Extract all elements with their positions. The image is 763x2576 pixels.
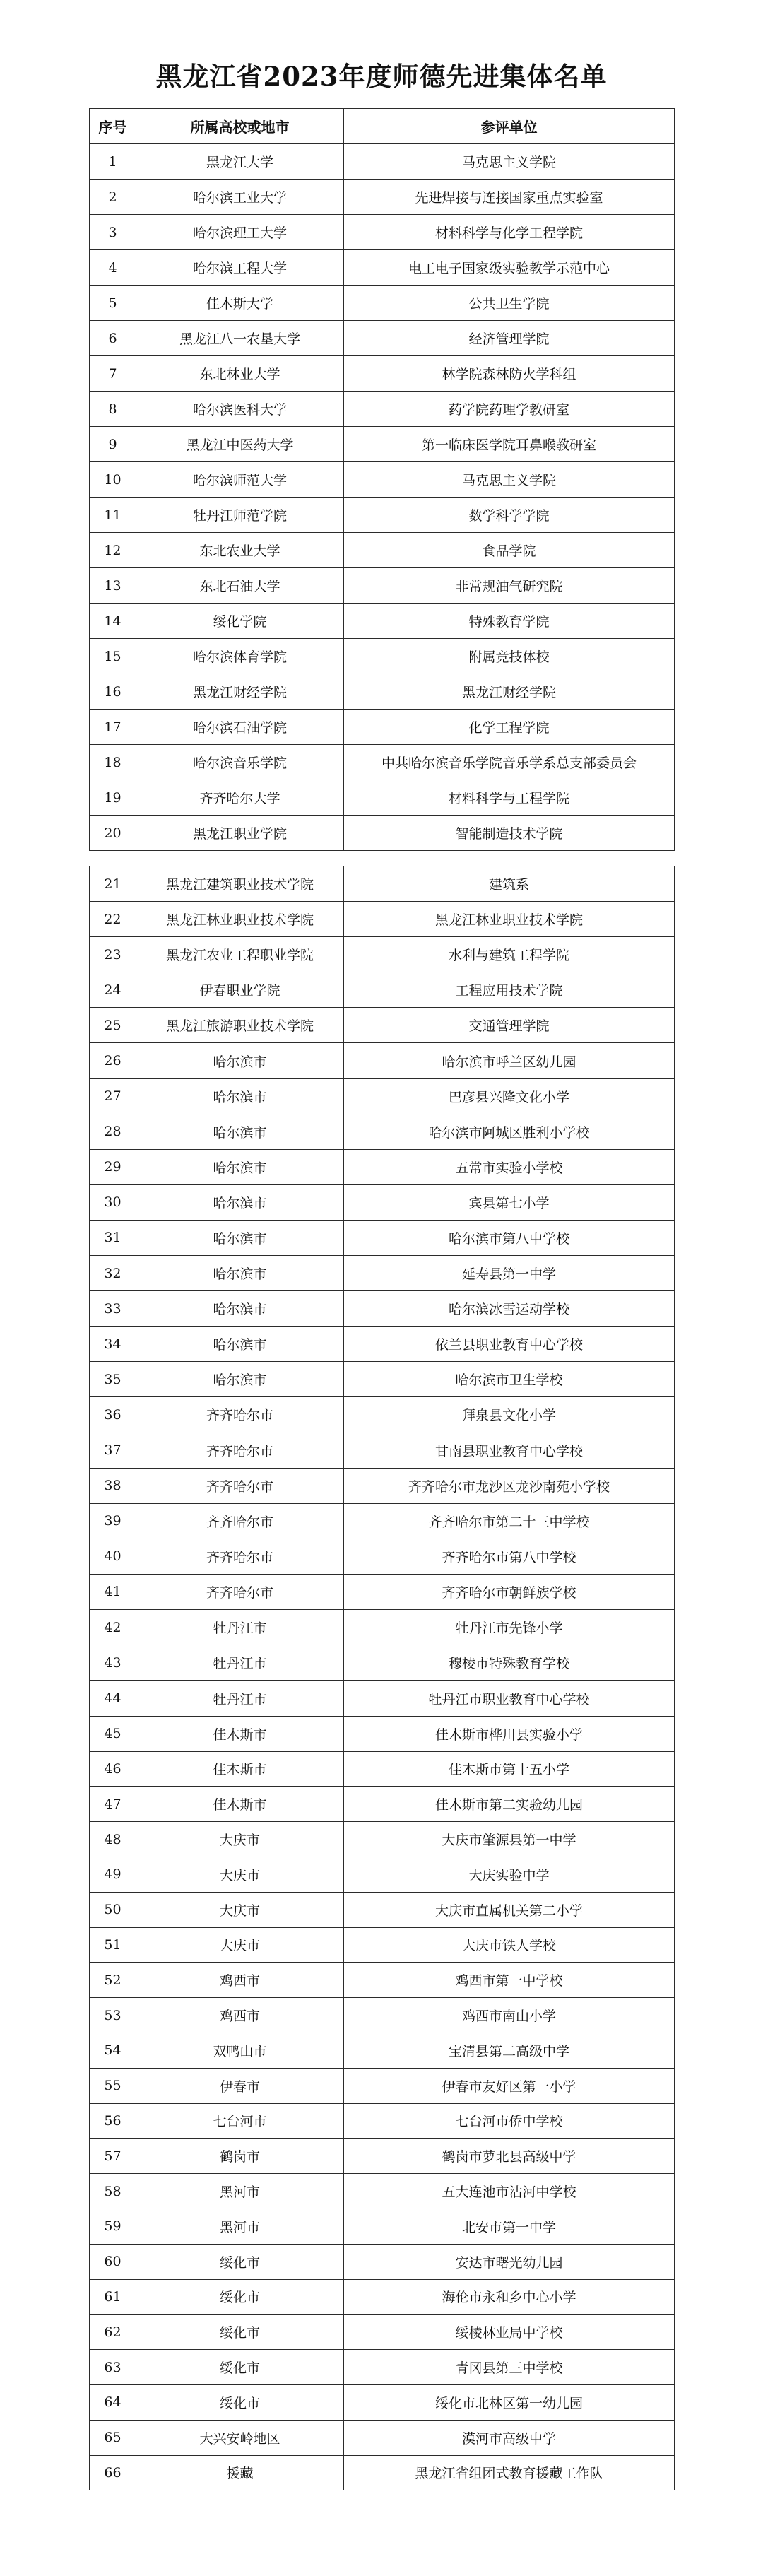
cell-number: 33 <box>90 1291 136 1327</box>
cell-unit: 佳木斯市桦川县实验小学 <box>344 1716 675 1751</box>
cell-number: 54 <box>90 2033 136 2068</box>
cell-school: 哈尔滨市 <box>136 1220 344 1255</box>
cell-unit: 智能制造技术学院 <box>344 816 675 851</box>
cell-number: 11 <box>90 498 136 533</box>
cell-school: 牡丹江市 <box>136 1681 344 1717</box>
table-row <box>90 250 675 286</box>
table-row <box>90 1008 675 1043</box>
cell-number: 64 <box>90 2384 136 2420</box>
cell-school: 鸡西市 <box>136 1998 344 2033</box>
cell-school: 大庆市 <box>136 1927 344 1963</box>
table-row <box>90 2244 675 2279</box>
table-row <box>90 2068 675 2103</box>
cell-number: 17 <box>90 710 136 745</box>
cell-unit: 齐齐哈尔市朝鲜族学校 <box>344 1574 675 1609</box>
cell-unit: 哈尔滨市呼兰区幼儿园 <box>344 1043 675 1078</box>
cell-number: 51 <box>90 1927 136 1963</box>
cell-unit: 大庆市肇源县第一中学 <box>344 1822 675 1857</box>
cell-number: 58 <box>90 2174 136 2209</box>
table-row <box>90 427 675 462</box>
table-row <box>90 1327 675 1362</box>
table-row <box>90 1220 675 1255</box>
cell-school: 大庆市 <box>136 1857 344 1892</box>
cell-school: 哈尔滨市 <box>136 1291 344 1327</box>
page-title: 黑龙江省2023年度师德先进集体名单 <box>155 61 608 92</box>
cell-school: 齐齐哈尔大学 <box>136 780 344 816</box>
cell-school: 哈尔滨工程大学 <box>136 250 344 286</box>
table-row <box>90 1114 675 1149</box>
cell-number: 36 <box>90 1397 136 1433</box>
cell-school: 哈尔滨市 <box>136 1327 344 1362</box>
table-row <box>90 2139 675 2174</box>
table-row <box>90 1468 675 1503</box>
table-row <box>90 1503 675 1539</box>
cell-number: 16 <box>90 674 136 710</box>
cell-unit: 大庆实验中学 <box>344 1857 675 1892</box>
table-row <box>90 816 675 851</box>
table-row <box>90 2174 675 2209</box>
cell-school: 大兴安岭地区 <box>136 2420 344 2455</box>
cell-school: 哈尔滨市 <box>136 1114 344 1149</box>
cell-number: 48 <box>90 1822 136 1857</box>
cell-school: 齐齐哈尔市 <box>136 1397 344 1433</box>
cell-unit: 甘南县职业教育中心学校 <box>344 1433 675 1468</box>
table-row <box>90 1362 675 1397</box>
cell-number: 47 <box>90 1787 136 1822</box>
cell-number: 23 <box>90 937 136 972</box>
table-row <box>90 1149 675 1184</box>
table-row <box>90 2033 675 2068</box>
cell-unit: 齐齐哈尔市龙沙区龙沙南苑小学校 <box>344 1468 675 1503</box>
table-row <box>90 2384 675 2420</box>
cell-unit: 化学工程学院 <box>344 710 675 745</box>
cell-school: 东北农业大学 <box>136 533 344 568</box>
cell-number: 56 <box>90 2103 136 2139</box>
table-row <box>90 144 675 180</box>
cell-unit: 黑龙江省组团式教育援藏工作队 <box>344 2455 675 2490</box>
table-row <box>90 1998 675 2033</box>
table-row <box>90 286 675 321</box>
cell-unit: 五大连池市沾河中学校 <box>344 2174 675 2209</box>
cell-unit: 五常市实验小学校 <box>344 1149 675 1184</box>
cell-unit: 鹤岗市萝北县高级中学 <box>344 2139 675 2174</box>
cell-school: 鸡西市 <box>136 1963 344 1998</box>
cell-school: 东北石油大学 <box>136 568 344 604</box>
table-row <box>90 639 675 674</box>
table-row <box>90 902 675 937</box>
table-row <box>90 2103 675 2139</box>
cell-school: 黑龙江旅游职业技术学院 <box>136 1008 344 1043</box>
cell-number: 24 <box>90 972 136 1008</box>
cell-unit: 绥棱林业局中学校 <box>344 2315 675 2350</box>
cell-school: 齐齐哈尔市 <box>136 1433 344 1468</box>
cell-school: 大庆市 <box>136 1822 344 1857</box>
cell-school: 哈尔滨医科大学 <box>136 392 344 427</box>
table-row <box>90 215 675 250</box>
cell-school: 黑龙江财经学院 <box>136 674 344 710</box>
cell-school: 哈尔滨师范大学 <box>136 462 344 498</box>
cell-school: 黑龙江中医药大学 <box>136 427 344 462</box>
table-row <box>90 1751 675 1787</box>
cell-unit: 黑龙江林业职业技术学院 <box>344 902 675 937</box>
cell-school: 绥化市 <box>136 2315 344 2350</box>
cell-unit: 大庆市直属机关第二小学 <box>344 1892 675 1927</box>
cell-number: 5 <box>90 286 136 321</box>
cell-number: 35 <box>90 1362 136 1397</box>
cell-number: 20 <box>90 816 136 851</box>
table-row <box>90 1574 675 1609</box>
cell-unit: 建筑系 <box>344 866 675 902</box>
cell-school: 绥化市 <box>136 2350 344 2385</box>
cell-number: 3 <box>90 215 136 250</box>
cell-unit: 工程应用技术学院 <box>344 972 675 1008</box>
table-row <box>90 604 675 639</box>
cell-number: 41 <box>90 1574 136 1609</box>
cell-school: 东北林业大学 <box>136 356 344 392</box>
table-row <box>90 180 675 215</box>
table-row <box>90 2455 675 2490</box>
cell-school: 黑河市 <box>136 2209 344 2244</box>
table-row <box>90 1256 675 1291</box>
cell-school: 黑龙江职业学院 <box>136 816 344 851</box>
cell-school: 绥化市 <box>136 2244 344 2279</box>
cell-number: 63 <box>90 2350 136 2385</box>
cell-unit: 海伦市永和乡中心小学 <box>344 2279 675 2315</box>
cell-number: 60 <box>90 2244 136 2279</box>
table-row <box>90 972 675 1008</box>
cell-unit: 安达市曙光幼儿园 <box>344 2244 675 2279</box>
cell-unit: 北安市第一中学 <box>344 2209 675 2244</box>
cell-school: 哈尔滨音乐学院 <box>136 745 344 780</box>
cell-unit: 非常规油气研究院 <box>344 568 675 604</box>
cell-number: 59 <box>90 2209 136 2244</box>
cell-unit: 依兰县职业教育中心学校 <box>344 1327 675 1362</box>
cell-number: 8 <box>90 392 136 427</box>
cell-unit: 齐齐哈尔市第二十三中学校 <box>344 1503 675 1539</box>
table-row <box>90 1291 675 1327</box>
cell-number: 45 <box>90 1716 136 1751</box>
cell-unit: 药学院药理学教研室 <box>344 392 675 427</box>
table-row <box>90 2420 675 2455</box>
cell-unit: 马克思主义学院 <box>344 144 675 180</box>
cell-number: 27 <box>90 1078 136 1114</box>
cell-number: 34 <box>90 1327 136 1362</box>
cell-number: 6 <box>90 321 136 356</box>
cell-school: 佳木斯市 <box>136 1716 344 1751</box>
table-row <box>90 356 675 392</box>
table-row <box>90 1681 675 1717</box>
cell-unit: 绥化市北林区第一幼儿园 <box>344 2384 675 2420</box>
cell-unit: 拜泉县文化小学 <box>344 1397 675 1433</box>
cell-number: 66 <box>90 2455 136 2490</box>
cell-number: 40 <box>90 1539 136 1574</box>
table-row <box>90 1963 675 1998</box>
table-row <box>90 498 675 533</box>
cell-number: 62 <box>90 2315 136 2350</box>
cell-unit: 特殊教育学院 <box>344 604 675 639</box>
cell-school: 七台河市 <box>136 2103 344 2139</box>
cell-school: 牡丹江师范学院 <box>136 498 344 533</box>
cell-unit: 先进焊接与连接国家重点实验室 <box>344 180 675 215</box>
cell-unit: 数学科学学院 <box>344 498 675 533</box>
cell-school: 哈尔滨工业大学 <box>136 180 344 215</box>
cell-unit: 第一临床医学院耳鼻喉教研室 <box>344 427 675 462</box>
table-row <box>90 1787 675 1822</box>
cell-school: 哈尔滨市 <box>136 1149 344 1184</box>
cell-number: 26 <box>90 1043 136 1078</box>
cell-number: 10 <box>90 462 136 498</box>
cell-school: 佳木斯大学 <box>136 286 344 321</box>
cell-number: 1 <box>90 144 136 180</box>
table-row <box>90 674 675 710</box>
cell-number: 61 <box>90 2279 136 2315</box>
cell-unit: 鸡西市南山小学 <box>344 1998 675 2033</box>
cell-unit: 延寿县第一中学 <box>344 1256 675 1291</box>
cell-school: 齐齐哈尔市 <box>136 1574 344 1609</box>
cell-number: 42 <box>90 1609 136 1645</box>
cell-number: 18 <box>90 745 136 780</box>
table-row <box>90 568 675 604</box>
table-row <box>90 1857 675 1892</box>
cell-unit: 材料科学与工程学院 <box>344 780 675 816</box>
cell-unit: 宝清县第二高级中学 <box>344 2033 675 2068</box>
cell-number: 29 <box>90 1149 136 1184</box>
cell-number: 65 <box>90 2420 136 2455</box>
cell-school: 哈尔滨市 <box>136 1078 344 1114</box>
cell-number: 46 <box>90 1751 136 1787</box>
cell-school: 黑龙江八一农垦大学 <box>136 321 344 356</box>
table-row <box>90 1539 675 1574</box>
table-row <box>90 2279 675 2315</box>
cell-school: 佳木斯市 <box>136 1751 344 1787</box>
cell-number: 32 <box>90 1256 136 1291</box>
cell-school: 齐齐哈尔市 <box>136 1503 344 1539</box>
cell-unit: 食品学院 <box>344 533 675 568</box>
table-row <box>90 1645 675 1681</box>
header-number: 序号 <box>90 109 136 144</box>
cell-unit: 经济管理学院 <box>344 321 675 356</box>
cell-school: 黑龙江林业职业技术学院 <box>136 902 344 937</box>
table-row <box>90 745 675 780</box>
cell-number: 53 <box>90 1998 136 2033</box>
cell-unit: 齐齐哈尔市第八中学校 <box>344 1539 675 1574</box>
cell-unit: 七台河市侨中学校 <box>344 2103 675 2139</box>
cell-number: 49 <box>90 1857 136 1892</box>
cell-number: 21 <box>90 866 136 902</box>
cell-number: 25 <box>90 1008 136 1043</box>
cell-unit: 鸡西市第一中学校 <box>344 1963 675 1998</box>
table-row <box>90 2209 675 2244</box>
cell-school: 哈尔滨市 <box>136 1362 344 1397</box>
cell-school: 哈尔滨市 <box>136 1184 344 1220</box>
cell-number: 19 <box>90 780 136 816</box>
cell-unit: 佳木斯市第十五小学 <box>344 1751 675 1787</box>
cell-school: 黑龙江农业工程职业学院 <box>136 937 344 972</box>
cell-number: 9 <box>90 427 136 462</box>
table-row <box>90 1892 675 1927</box>
cell-unit: 中共哈尔滨音乐学院音乐学系总支部委员会 <box>344 745 675 780</box>
table-row <box>90 1433 675 1468</box>
cell-unit: 穆棱市特殊教育学校 <box>344 1645 675 1681</box>
cell-school: 佳木斯市 <box>136 1787 344 1822</box>
table-row <box>90 1716 675 1751</box>
cell-number: 55 <box>90 2068 136 2103</box>
cell-unit: 哈尔滨市阿城区胜利小学校 <box>344 1114 675 1149</box>
table-row <box>90 866 675 902</box>
table-row <box>90 1822 675 1857</box>
table-row <box>90 710 675 745</box>
cell-number: 30 <box>90 1184 136 1220</box>
cell-number: 50 <box>90 1892 136 1927</box>
table-row <box>90 2350 675 2385</box>
cell-school: 伊春市 <box>136 2068 344 2103</box>
cell-number: 28 <box>90 1114 136 1149</box>
header-unit: 参评单位 <box>344 109 675 144</box>
cell-number: 44 <box>90 1681 136 1717</box>
cell-number: 38 <box>90 1468 136 1503</box>
cell-number: 7 <box>90 356 136 392</box>
table-row <box>90 1609 675 1645</box>
cell-unit: 附属竞技体校 <box>344 639 675 674</box>
cell-unit: 伊春市友好区第一小学 <box>344 2068 675 2103</box>
cell-number: 14 <box>90 604 136 639</box>
cell-number: 39 <box>90 1503 136 1539</box>
cell-school: 齐齐哈尔市 <box>136 1468 344 1503</box>
cell-school: 援藏 <box>136 2455 344 2490</box>
cell-number: 4 <box>90 250 136 286</box>
cell-number: 52 <box>90 1963 136 1998</box>
cell-school: 大庆市 <box>136 1892 344 1927</box>
table-row <box>90 392 675 427</box>
cell-school: 绥化市 <box>136 2279 344 2315</box>
cell-number: 15 <box>90 639 136 674</box>
cell-school: 黑龙江大学 <box>136 144 344 180</box>
cell-school: 绥化市 <box>136 2384 344 2420</box>
cell-unit: 交通管理学院 <box>344 1008 675 1043</box>
cell-school: 牡丹江市 <box>136 1609 344 1645</box>
cell-unit: 佳木斯市第二实验幼儿园 <box>344 1787 675 1822</box>
cell-unit: 巴彦县兴隆文化小学 <box>344 1078 675 1114</box>
table-row <box>90 1184 675 1220</box>
cell-unit: 哈尔滨冰雪运动学校 <box>344 1291 675 1327</box>
cell-unit: 水利与建筑工程学院 <box>344 937 675 972</box>
cell-unit: 材料科学与化学工程学院 <box>344 215 675 250</box>
table-row <box>90 462 675 498</box>
cell-unit: 大庆市铁人学校 <box>344 1927 675 1963</box>
cell-number: 31 <box>90 1220 136 1255</box>
cell-number: 22 <box>90 902 136 937</box>
cell-unit: 公共卫生学院 <box>344 286 675 321</box>
table-row <box>90 937 675 972</box>
header-school: 所属高校或地市 <box>136 109 344 144</box>
cell-school: 双鸭山市 <box>136 2033 344 2068</box>
cell-number: 57 <box>90 2139 136 2174</box>
cell-unit: 哈尔滨市卫生学校 <box>344 1362 675 1397</box>
cell-school: 哈尔滨石油学院 <box>136 710 344 745</box>
cell-number: 12 <box>90 533 136 568</box>
cell-school: 鹤岗市 <box>136 2139 344 2174</box>
cell-number: 37 <box>90 1433 136 1468</box>
cell-unit: 林学院森林防火学科组 <box>344 356 675 392</box>
cell-unit: 漠河市高级中学 <box>344 2420 675 2455</box>
table-row <box>90 1927 675 1963</box>
table-header-row <box>90 109 675 144</box>
cell-school: 哈尔滨体育学院 <box>136 639 344 674</box>
cell-school: 齐齐哈尔市 <box>136 1539 344 1574</box>
cell-unit: 牡丹江市先锋小学 <box>344 1609 675 1645</box>
cell-number: 13 <box>90 568 136 604</box>
table-row <box>90 1043 675 1078</box>
roster-table-part-2 <box>89 866 675 1681</box>
cell-school: 黑龙江建筑职业技术学院 <box>136 866 344 902</box>
table-row <box>90 1397 675 1433</box>
roster-table-part-3 <box>89 1681 675 2490</box>
cell-unit: 宾县第七小学 <box>344 1184 675 1220</box>
cell-unit: 黑龙江财经学院 <box>344 674 675 710</box>
cell-number: 2 <box>90 180 136 215</box>
cell-school: 哈尔滨市 <box>136 1043 344 1078</box>
roster-table-part-1 <box>89 108 675 851</box>
table-row <box>90 533 675 568</box>
table-row <box>90 321 675 356</box>
cell-unit: 电工电子国家级实验教学示范中心 <box>344 250 675 286</box>
cell-unit: 马克思主义学院 <box>344 462 675 498</box>
table-row <box>90 1078 675 1114</box>
cell-school: 黑河市 <box>136 2174 344 2209</box>
cell-school: 哈尔滨理工大学 <box>136 215 344 250</box>
cell-school: 哈尔滨市 <box>136 1256 344 1291</box>
table-row <box>90 2315 675 2350</box>
cell-school: 牡丹江市 <box>136 1645 344 1681</box>
cell-unit: 牡丹江市职业教育中心学校 <box>344 1681 675 1717</box>
cell-school: 绥化学院 <box>136 604 344 639</box>
cell-school: 伊春职业学院 <box>136 972 344 1008</box>
cell-unit: 青冈县第三中学校 <box>344 2350 675 2385</box>
cell-number: 43 <box>90 1645 136 1681</box>
table-row <box>90 780 675 816</box>
cell-unit: 哈尔滨市第八中学校 <box>344 1220 675 1255</box>
